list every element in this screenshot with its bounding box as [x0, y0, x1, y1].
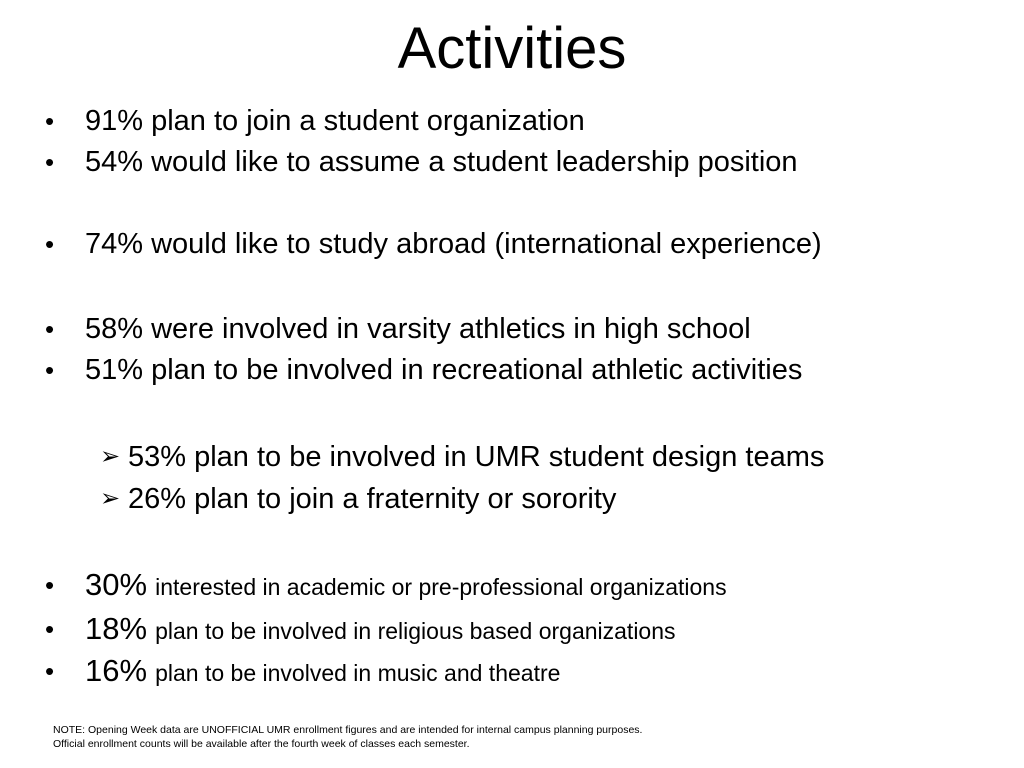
bullet-text: 58% were involved in varsity athletics in high school	[85, 313, 751, 345]
bullet-text: plan to be involved in music and theatre	[155, 660, 561, 686]
percent-value: 18%	[85, 611, 148, 646]
footnote	[53, 723, 642, 751]
bullet-text: interested in academic or pre-professional organizations	[155, 574, 727, 600]
sub-bullet-text: 53% plan to be involved in UMR student design teams	[128, 441, 825, 473]
footnote-line: Official enrollment counts will be available after the fourth week of classes each semester.	[53, 738, 470, 750]
bullet-glyph: •	[45, 314, 55, 344]
bullet-text: 74% would like to study abroad (international experience)	[85, 228, 822, 260]
bullet-text: plan to be involved in religious based organizations	[155, 618, 676, 644]
footnote-line: NOTE: Opening Week data are UNOFFICIAL UMR enrollment figures and are intended for internal campus planning purposes.	[53, 724, 643, 736]
arrow-bullet-icon: ➢	[100, 485, 121, 512]
percent-value: 16%	[85, 653, 148, 688]
sub-bullet-text: 26% plan to join a fraternity or sorority	[128, 483, 617, 515]
bullet-glyph: •	[45, 229, 55, 259]
bullet-text: 51% plan to be involved in recreational athletic activities	[85, 354, 803, 386]
bullet-glyph: •	[45, 147, 55, 177]
bullet-text: 91% plan to join a student organization	[85, 105, 585, 137]
arrow-bullet-icon: ➢	[100, 443, 121, 470]
bullet-glyph: •	[45, 106, 55, 136]
bullet-glyph: •	[45, 570, 55, 600]
bullet-glyph: •	[45, 355, 55, 385]
slide-title: Activities	[397, 16, 627, 81]
bullet-glyph: •	[45, 614, 55, 644]
percent-value: 30%	[85, 567, 148, 602]
bullet-text: 54% would like to assume a student leadership position	[85, 146, 798, 178]
bullet-glyph: •	[45, 656, 55, 686]
